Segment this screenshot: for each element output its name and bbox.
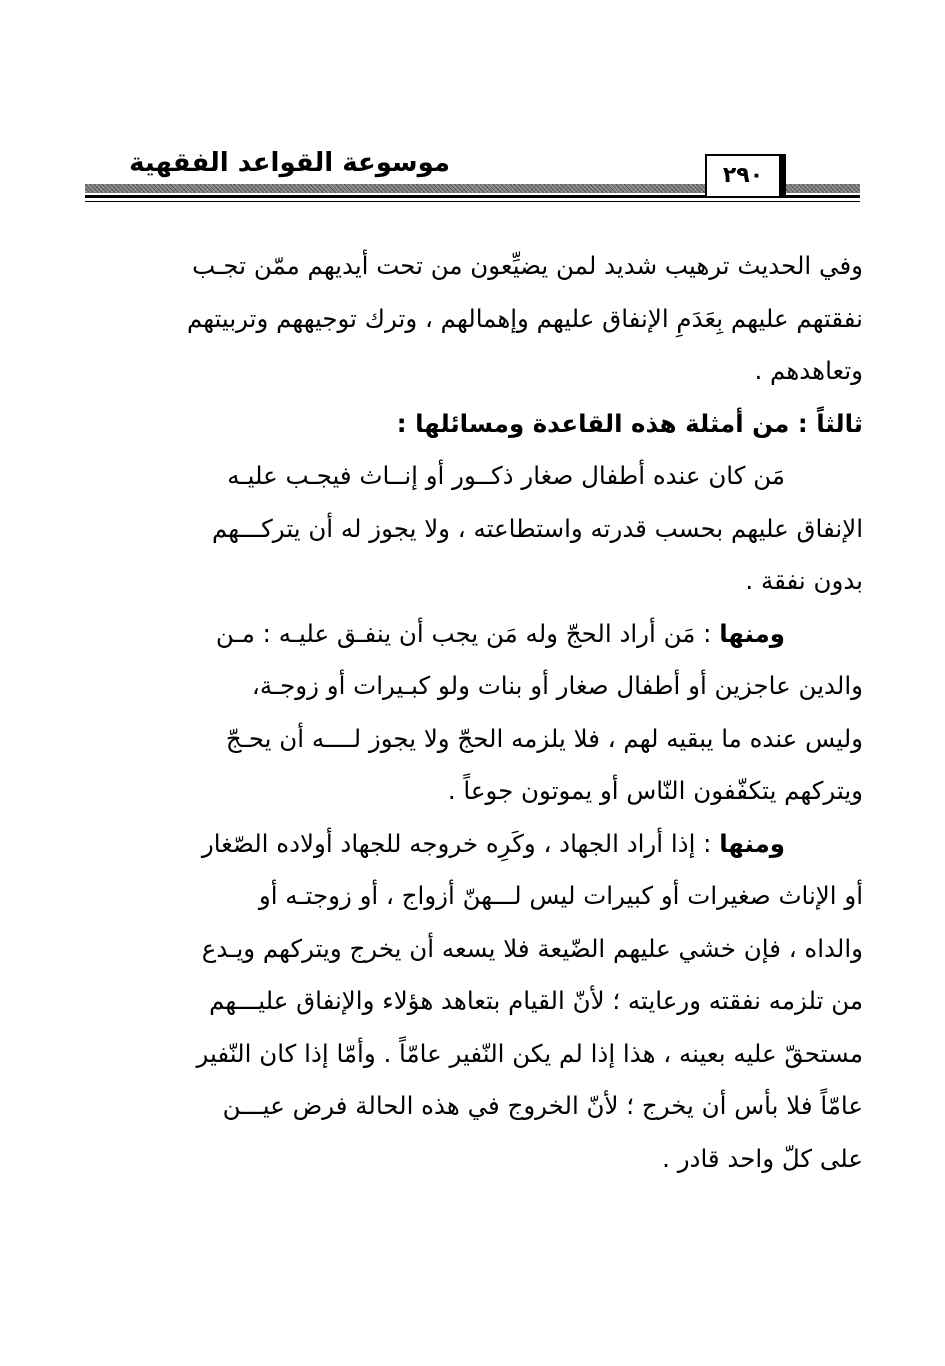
text-fragment: : مَن أراد الحجّ وله مَن يجب أن ينفـق عليـه : مـن bbox=[215, 618, 720, 648]
header-thin-rule bbox=[85, 201, 860, 202]
book-title: موسوعة القواعد الفقهية bbox=[129, 148, 450, 178]
text-line: والداه ، فإن خشي عليهم الضّيعة فلا يسعه أن يخرج ويتركهم ويـدع bbox=[201, 933, 863, 963]
text-line: عامّاً فلا بأس أن يخرج ؛ لأنّ الخروج في هذه الحالة فرض عيـــن bbox=[222, 1091, 863, 1120]
paragraph-first-line bbox=[85, 608, 863, 661]
text-line: الإنفاق عليهم بحسب قدرته واستطاعته ، ولا يجوز له أن يتركـــهم bbox=[212, 513, 863, 543]
text-line: أو الإناث صغيرات أو كبيرات ليس لـــهنّ أزواج ، أو زوجتـه أو bbox=[258, 881, 863, 910]
page-body bbox=[85, 240, 863, 1185]
text-line: على كلّ واحد قادر . bbox=[662, 1143, 863, 1173]
paragraph-lead: ومنها bbox=[719, 828, 785, 858]
text-line: وليس عنده ما يبقيه لهم ، فلا يلزمه الحجّ ولا يجوز لــــه أن يحـجّ bbox=[225, 723, 863, 753]
page-number: ٢٩٠ bbox=[705, 154, 786, 196]
page-header bbox=[85, 148, 860, 208]
text-line: وتعاهدهم . bbox=[754, 356, 863, 385]
text-line: مستحقّ عليه بعينه ، هذا إذا لم يكن النّفير عامّاً . وأمّا إذا كان النّفير bbox=[196, 1038, 863, 1068]
paragraph-lead: ومنها bbox=[719, 618, 785, 648]
text-line: ويتركهم يتكفّفون النّاس أو يموتون جوعاً . bbox=[447, 776, 863, 805]
text-line: وفي الحديث ترهيب شديد لمن يضيِّعون من تحت أيديهم ممّن تجـب bbox=[192, 251, 863, 280]
text-line: نفقتهم عليهم بِعَدَمِ الإنفاق عليهم وإهمالهم ، وترك توجيههم وتربيتهم bbox=[186, 303, 863, 333]
text-line: مَن كان عنده أطفال صغار ذكــور أو إنــاث فيجـب عليـه bbox=[227, 461, 785, 490]
text-line: من تلزمه نفقته ورعايته ؛ لأنّ القيام بتعاهد هؤلاء والإنفاق عليـــهم bbox=[209, 986, 863, 1015]
text-line: والدين عاجزين أو أطفال صغار أو بنات ولو كبـيرات أو زوجـة، bbox=[251, 671, 863, 700]
text-fragment: : إذا أراد الجهاد ، وكَرِه خروجه للجهاد أولاده الصّغار bbox=[201, 828, 720, 858]
text-line: بدون نفقة . bbox=[745, 566, 863, 595]
paragraph-first-line bbox=[85, 818, 863, 871]
section-heading: ثالثاً : من أمثلة هذه القاعدة ومسائلها : bbox=[396, 408, 863, 438]
